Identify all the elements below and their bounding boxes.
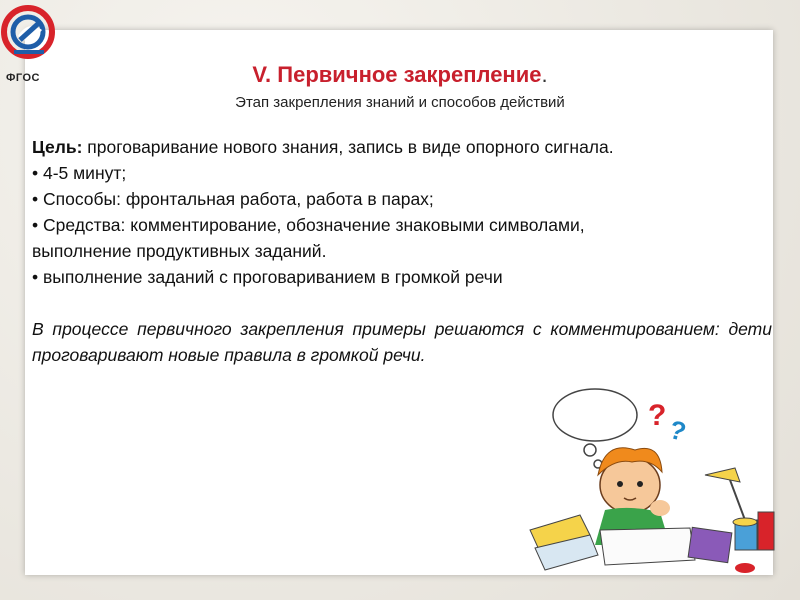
page-title	[0, 62, 800, 88]
bullet-item-continuation: выполнение продуктивных заданий.	[32, 241, 327, 261]
desk-lamp-icon	[705, 468, 757, 526]
bullet-item: • 4-5 минут;	[32, 163, 127, 183]
bullet-item: • Способы: фронтальная работа, работа в парах;	[32, 189, 434, 209]
bullet-item: • выполнение заданий с проговариванием в громкой речи	[32, 267, 503, 287]
question-mark-icon: ?	[648, 399, 667, 432]
title-main: V. Первичное закрепление	[252, 62, 542, 87]
child-studying-illustration	[520, 380, 780, 580]
logo-label: ФГОС	[6, 72, 40, 84]
question-mark-icon: ?	[666, 413, 690, 447]
content-block	[32, 134, 772, 368]
title-dot: .	[541, 62, 548, 87]
goal-label: Цель:	[32, 137, 83, 157]
page-subtitle: Этап закрепления знаний и способов действий	[235, 94, 565, 111]
goal-text: проговаривание нового знания, запись в виде опорного сигнала.	[82, 137, 614, 157]
note-paragraph: В процессе первичного закрепления примеры решаются с комментированием: дети проговаривают новые правила в громкой речи.	[32, 319, 772, 365]
bullet-item: • Средства: комментирование, обозначение знаковыми символами,	[32, 215, 585, 235]
goal-line	[32, 134, 772, 160]
